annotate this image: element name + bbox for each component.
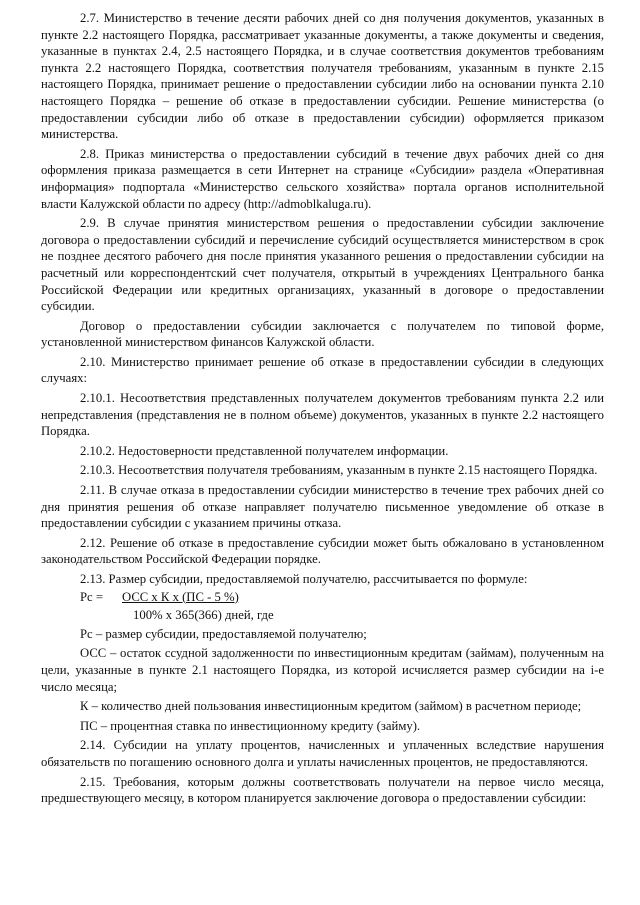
paragraph-2-15: 2.15. Требования, которым должны соответствовать получатели на первое число месяца, предшествующего месяцу, в котором планируется заключение договора о предоставлении субсидии: (41, 774, 604, 806)
paragraph-2-12: 2.12. Решение об отказе в предоставление субсидии может быть обжаловано в установленном законодательством Российской Федерации порядке. (41, 535, 604, 567)
paragraph-2-8: 2.8. Приказ министерства о предоставлении субсидий в течение двух рабочих дней со дня оформления приказа размещается в сети Интернет на странице «Субсидии» раздела «Оперативная информация» подпортала «Министерство сельского хозяйства» портала органов исполнительной власти Калужской области по адресу (http://admoblkaluga.ru). (41, 146, 604, 211)
paragraph-2-9: 2.9. В случае принятия министерством решения о предоставлении субсидии заключение договора о предоставлении субсидий и перечисление субсидий осуществляется министерством в срок не позднее десятого рабочего дня после принятия указанного решения о предоставлении субсидии на расчетный или корреспондентский счет получателя, открытый в учреждениях Центрального банка Российской Федерации или кредитных организациях, указанный в договоре о предоставлении субсидии. (41, 216, 604, 314)
paragraph-2-10-2: 2.10.2. Недостоверности представленной получателем информации. (80, 443, 449, 458)
paragraph-2-14: 2.14. Субсидии на уплату процентов, начисленных и уплаченных вследствие нарушения обязательств по погашению основного долга и уплаты начисленных процентов, не предоставляются. (41, 738, 604, 769)
definition-k: К – количество дней пользования инвестиционным кредитом (займом) в расчетном периоде; (80, 699, 582, 714)
paragraph-2-7: 2.7. Министерство в течение десяти рабочих дней со дня получения документов, указанных в пункте 2.2 настоящего Порядка, рассматривает указанные документы, а также документы и сведения, указанные в пунктах 2.4, 2.5 настоящего Порядка, и в случае соответствия документов требованиям пункта 2.2 настоящего Порядка, соответствия получателя требованиям, указанным в пункте 2.15 настоящего Порядка, принимает решение о предоставлении субсидии либо на основании пункта 2.10 настоящего Порядка – решение об отказе в предоставлении субсидии. Решение министерства (о предоставлении субсидии либо об отказе в предоставлении субсидии) оформляется приказом министерства. (41, 11, 604, 142)
subsidy-formula (80, 589, 604, 606)
definition-rc: Рс – размер субсидии, предоставляемой получателю; (80, 626, 367, 641)
paragraph-2-10-3: 2.10.3. Несоответствия получателя требованиям, указанным в пункте 2.15 настоящего Порядка. (80, 463, 598, 478)
paragraph-2-10: 2.10. Министерство принимает решение об отказе в предоставлении субсидии в следующих случаях: (41, 354, 604, 386)
formula-denominator: 100% х 365(366) дней, где (133, 608, 274, 623)
paragraph-2-11: 2.11. В случае отказа в предоставлении субсидии министерство в течение трех рабочих дней со дня принятия решения об отказе направляет получателю письменное уведомление об отказе в предоставлении субсидии с указанием причины отказа. (41, 483, 604, 531)
definition-ps: ПС – процентная ставка по инвестиционному кредиту (займу). (80, 718, 421, 733)
paragraph-2-13: 2.13. Размер субсидии, предоставляемой получателю, рассчитывается по формуле: (80, 572, 528, 586)
formula-lhs: Рс = (80, 589, 104, 604)
formula-numerator: ОСС х К х (ПС - 5 %) (122, 589, 239, 604)
paragraph-2-9-contract: Договор о предоставлении субсидии заключается с получателем по типовой форме, установленной министерством финансов Калужской области. (41, 318, 604, 350)
paragraph-2-10-1: 2.10.1. Несоответствия представленных получателем документов требованиям пункта 2.2 или непредставления (представления не в полном объеме) документов, указанных в пункте 2.2 настоящего Порядка. (41, 391, 604, 439)
definition-oss: ОСС – остаток ссудной задолженности по инвестиционным кредитам (займам), полученным на цели, указанные в пункте 2.1 настоящего Порядка, из которой исчисляется размер субсидии на i-е число месяца; (41, 646, 604, 694)
